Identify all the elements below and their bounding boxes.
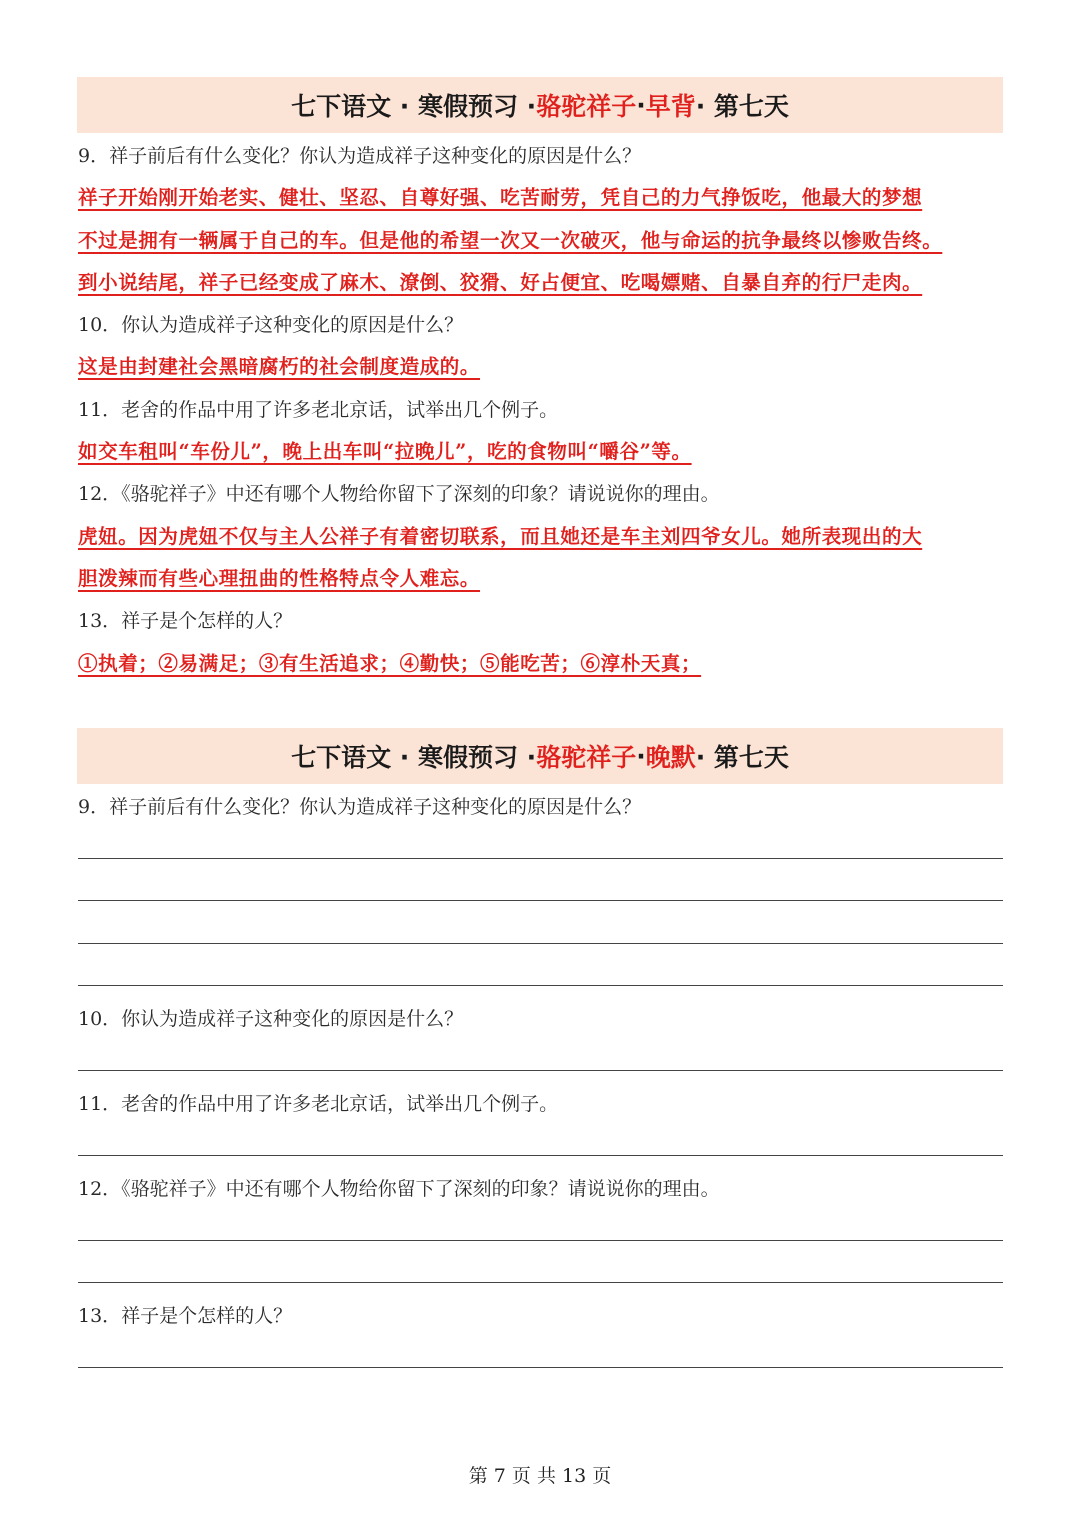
page-number: 第 7 页 共 13 页 (468, 1465, 612, 1487)
answer-12-line-1: 虎妞。因为虎妞不仅与主人公祥子有着密切联系，而且她还是车主刘四爷女儿。她所表现出的大 (78, 525, 923, 548)
answer-10: 这是由封建社会黑暗腐朽的社会制度造成的。 (78, 355, 481, 378)
blank-question-10: 10．你认为造成祥子这种变化的原因是什么？ (78, 1008, 464, 1030)
blank-question-9: 9．祥子前后有什么变化？你认为造成祥子这种变化的原因是什么？ (78, 796, 642, 818)
writing-line[interactable] (78, 1155, 1003, 1156)
writing-line[interactable] (78, 900, 1003, 901)
evening-title-banner: 七下语文 · 寒假预习 · 骆驼祥子 · 晚默 · 第七天 (77, 728, 1003, 784)
blank-question-12: 12．《骆驼祥子》中还有哪个人物给你留下了深刻的印象？请说说你的理由。 (78, 1178, 720, 1200)
writing-line[interactable] (78, 985, 1003, 986)
blank-question-13: 13．祥子是个怎样的人？ (78, 1305, 293, 1327)
writing-line[interactable] (78, 943, 1003, 944)
book-title: 骆驼祥子 (536, 743, 637, 772)
answer-13: ①执着；②易满足；③有生活追求；④勤快；⑤能吃苦；⑥淳朴天真； (78, 652, 702, 675)
answer-9-line-2: 不过是拥有一辆属于自己的车。但是他的希望一次又一次破灭，他与命运的抗争最终以惨败告终。 (78, 229, 943, 252)
book-title: 骆驼祥子 (536, 92, 637, 121)
writing-line[interactable] (78, 1367, 1003, 1368)
answer-12-line-2: 胆泼辣而有些心理扭曲的性格特点令人难忘。 (78, 567, 481, 590)
writing-line[interactable] (78, 1282, 1003, 1283)
writing-line[interactable] (78, 858, 1003, 859)
writing-line[interactable] (78, 1240, 1003, 1241)
answer-11: 如交车租叫“车份儿”，晚上出车叫“拉晚儿”，吃的食物叫“嚼谷”等。 (78, 440, 692, 463)
writing-line[interactable] (78, 1070, 1003, 1071)
question-9: 9．祥子前后有什么变化？你认为造成祥子这种变化的原因是什么？ (78, 145, 642, 167)
session-tag: 早背 (645, 92, 696, 121)
session-tag: 晚默 (645, 743, 696, 772)
answer-9-line-1: 祥子开始刚开始老实、健壮、坚忍、自尊好强、吃苦耐劳，凭自己的力气挣饭吃，他最大的梦想 (78, 186, 923, 209)
morning-title-banner: 七下语文 · 寒假预习 · 骆驼祥子 · 早背 · 第七天 (77, 77, 1003, 133)
answer-9-line-3: 到小说结尾，祥子已经变成了麻木、潦倒、狡猾、好占便宜、吃喝嫖赌、自暴自弃的行尸走肉。 (78, 271, 923, 294)
blank-question-11: 11．老舍的作品中用了许多老北京话，试举出几个例子。 (78, 1093, 559, 1115)
question-10: 10．你认为造成祥子这种变化的原因是什么？ (78, 314, 464, 336)
question-13: 13．祥子是个怎样的人？ (78, 610, 293, 632)
question-11: 11．老舍的作品中用了许多老北京话，试举出几个例子。 (78, 399, 559, 421)
question-12: 12．《骆驼祥子》中还有哪个人物给你留下了深刻的印象？请说说你的理由。 (78, 483, 720, 505)
